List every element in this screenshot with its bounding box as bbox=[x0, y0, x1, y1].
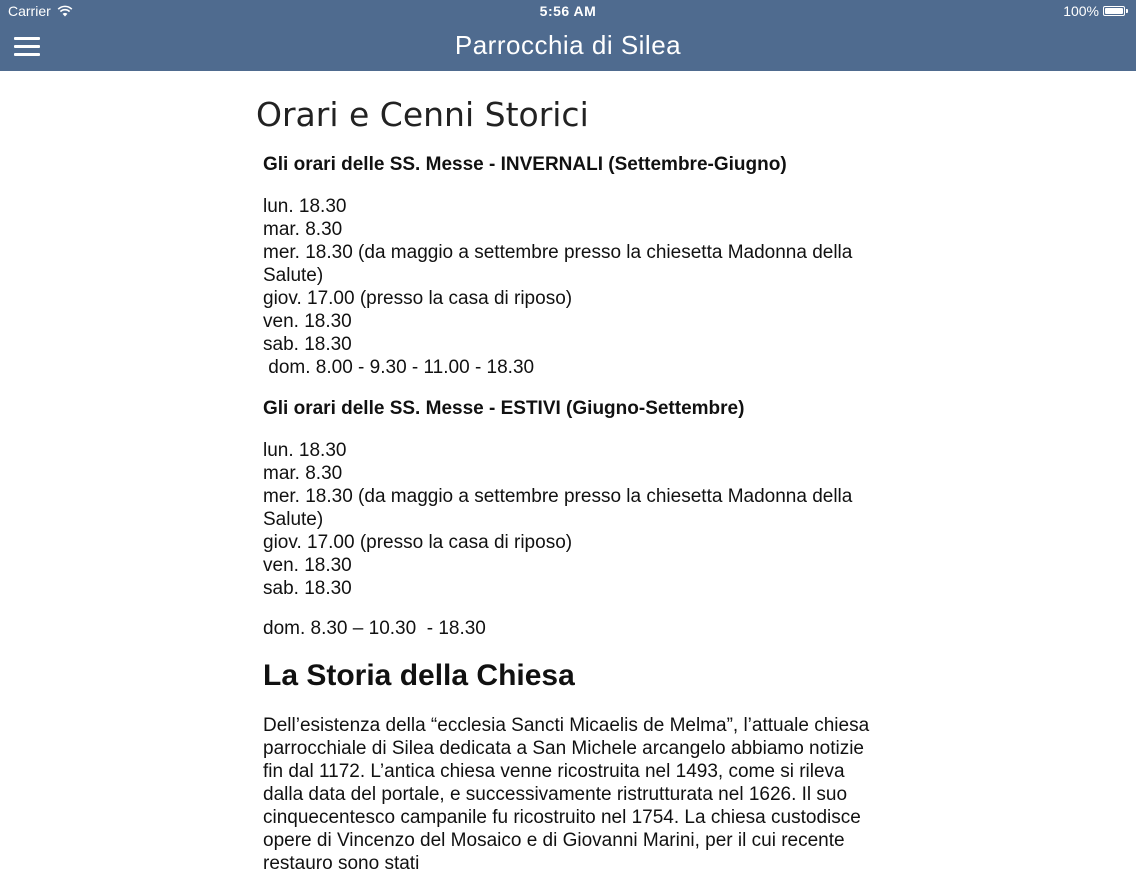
winter-line: ven. 18.30 bbox=[263, 311, 352, 332]
summer-line: ven. 18.30 bbox=[263, 555, 352, 576]
winter-line: mer. 18.30 (da maggio a settembre presso la chiesetta Madonna della Salute) bbox=[263, 242, 853, 286]
page-title: Orari e Cenni Storici bbox=[256, 95, 589, 134]
winter-line: lun. 18.30 bbox=[263, 196, 347, 217]
status-bar bbox=[0, 0, 1136, 22]
history-paragraph: Dell’esistenza della “ecclesia Sancti Micaelis de Melma”, l’attuale chiesa parrocchiale di Silea dedicata a San Michele arcangelo abbiamo notizie fin dal 1172. L’antica chiesa venne ricostruita nel 1493, come si rileva dalla data del portale, e successivamente ristrutturata nel 1626. Il suo cinquecentesco campanile fu ricostruito nel 1754. La chiesa custodisce opere di Vincenzo del Mosaico e di Giovanni Marini, per il cui recente restauro sono stati bbox=[263, 715, 870, 874]
app-header bbox=[0, 0, 1136, 71]
carrier-label: Carrier bbox=[8, 3, 51, 19]
summer-line: giov. 17.00 (presso la casa di riposo) bbox=[263, 532, 573, 553]
summer-line: mer. 18.30 (da maggio a settembre presso la chiesetta Madonna della Salute) bbox=[263, 486, 853, 530]
article-body bbox=[263, 153, 876, 875]
clock: 5:56 AM bbox=[539, 3, 597, 19]
app-title: Parrocchia di Silea bbox=[454, 30, 682, 60]
summer-line: sab. 18.30 bbox=[263, 578, 352, 599]
page-content bbox=[256, 71, 876, 875]
battery-indicator bbox=[1063, 3, 1130, 19]
history-title: La Storia della Chiesa bbox=[263, 659, 575, 692]
winter-line: mar. 8.30 bbox=[263, 219, 343, 240]
summer-schedule-list bbox=[263, 439, 876, 600]
summer-schedule-title: Gli orari delle SS. Messe - ESTIVI (Giugno-Settembre) bbox=[263, 398, 745, 419]
summer-sunday-line: dom. 8.30 – 10.30 - 18.30 bbox=[263, 618, 486, 639]
winter-line: dom. 8.00 - 9.30 - 11.00 - 18.30 bbox=[263, 357, 535, 378]
summer-line: mar. 8.30 bbox=[263, 463, 343, 484]
winter-line: sab. 18.30 bbox=[263, 334, 352, 355]
battery-percentage: 100% bbox=[1063, 3, 1099, 19]
winter-line: giov. 17.00 (presso la casa di riposo) bbox=[263, 288, 573, 309]
battery-icon bbox=[1103, 5, 1130, 17]
summer-line: lun. 18.30 bbox=[263, 440, 347, 461]
winter-schedule-title: Gli orari delle SS. Messe - INVERNALI (Settembre-Giugno) bbox=[263, 154, 787, 175]
winter-schedule-list bbox=[263, 195, 876, 379]
